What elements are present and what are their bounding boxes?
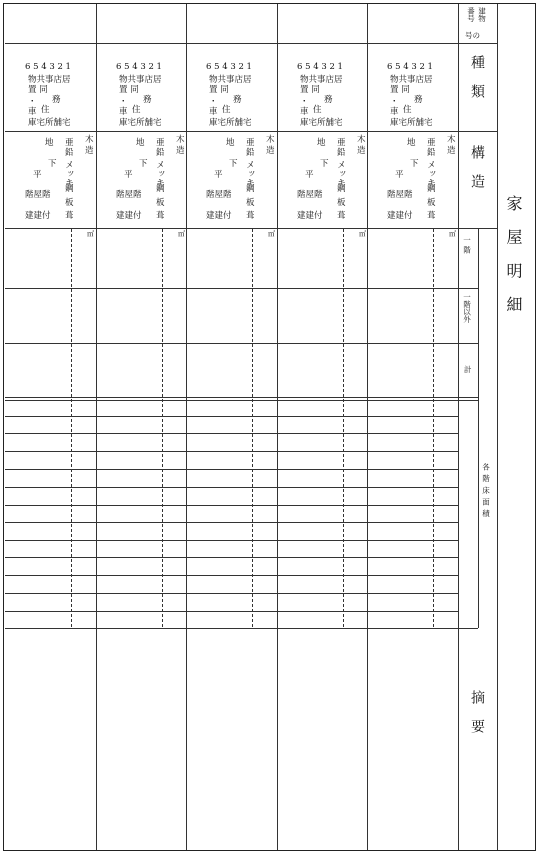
type-number-row: 6 5 4 3 2 1 — [206, 62, 252, 72]
building-number-label-3: 号の — [465, 31, 480, 40]
structure-flat: 平 — [305, 170, 314, 180]
type-text-line-6: 車 — [390, 107, 399, 117]
structure-flat: 平 — [124, 170, 133, 180]
type-text-line-4: ・ — [119, 97, 128, 107]
type-text-line-1: 物共事店居 — [119, 75, 162, 85]
section-rule — [5, 628, 478, 629]
structure-steel: 鋼 — [156, 184, 165, 194]
decimal-divider — [252, 229, 253, 627]
type-text-line-2: 置 同 — [28, 85, 48, 95]
double-rule — [5, 400, 478, 401]
structure-wood-1: 木 — [176, 135, 185, 145]
floor-row-rule — [5, 557, 458, 558]
structure-basement: 地 — [407, 138, 416, 148]
structure-wood-2: 造 — [176, 146, 185, 156]
area-unit: ㎡ — [359, 230, 366, 238]
type-label: 種類 — [469, 55, 485, 114]
structure-wood-1: 木 — [266, 135, 275, 145]
type-text-line-7: 庫宅所舗宅 — [119, 118, 162, 128]
structure-basement: 地 — [136, 138, 145, 148]
structure-wood-1: 木 — [447, 135, 456, 145]
structure-floors: 階屋階 — [116, 190, 142, 200]
floor-row-rule — [5, 505, 458, 506]
structure-plating: メッキ — [425, 160, 435, 187]
type-text-line-3: 務 — [52, 95, 61, 105]
floor-row-rule — [5, 522, 458, 523]
structure-build: 建建付 — [387, 211, 413, 221]
structure-wood-2: 造 — [266, 146, 275, 156]
structure-zinc: 亜 — [246, 138, 255, 148]
structure-build: 建建付 — [25, 211, 51, 221]
first-floor-label: 一 階 — [462, 236, 472, 254]
structure-flat: 平 — [33, 170, 42, 180]
type-text-line-2: 置 同 — [300, 85, 320, 95]
floor-row-rule — [5, 540, 458, 541]
structure-roof: 葺 — [156, 211, 165, 221]
decimal-divider — [71, 229, 72, 627]
type-text-line-6: 車 — [28, 107, 37, 117]
structure-steel: 鋼 — [427, 184, 436, 194]
structure-roof: 葺 — [65, 211, 74, 221]
structure-zinc: 亜 — [337, 138, 346, 148]
area-unit: ㎡ — [449, 230, 456, 238]
type-text-line-5: 住 — [132, 105, 141, 115]
area-rule — [5, 343, 478, 344]
structure-wood-1: 木 — [357, 135, 366, 145]
type-text-line-6: 車 — [209, 107, 218, 117]
type-text-line-2: 置 同 — [209, 85, 229, 95]
floor-area-label: 各階床面積 — [481, 463, 491, 522]
building-number-label-2: 番号 — [466, 7, 476, 22]
type-text-line-5: 住 — [41, 105, 50, 115]
structure-steel: 鋼 — [246, 184, 255, 194]
structure-floors: 階屋階 — [297, 190, 323, 200]
type-text-line-6: 車 — [300, 107, 309, 117]
structure-plating: メッキ — [63, 160, 73, 187]
structure-zinc-2: 鉛 — [246, 148, 255, 158]
section-rule — [5, 228, 497, 229]
type-text-line-4: ・ — [300, 97, 309, 107]
type-text-line-4: ・ — [390, 97, 399, 107]
structure-basement-2: 下 — [320, 159, 329, 169]
structure-basement: 地 — [45, 138, 54, 148]
floor-row-rule — [5, 451, 458, 452]
structure-wood-2: 造 — [357, 146, 366, 156]
section-rule — [5, 43, 497, 44]
area-unit: ㎡ — [87, 230, 94, 238]
structure-plate: 板 — [337, 198, 346, 208]
type-text-line-7: 庫宅所舗宅 — [390, 118, 433, 128]
decimal-divider — [343, 229, 344, 627]
structure-roof: 葺 — [427, 211, 436, 221]
structure-basement-2: 下 — [139, 159, 148, 169]
type-number-row: 6 5 4 3 2 1 — [116, 62, 162, 72]
type-text-line-1: 物共事店居 — [390, 75, 433, 85]
structure-basement-2: 下 — [229, 159, 238, 169]
area-unit: ㎡ — [178, 230, 185, 238]
type-text-line-4: ・ — [28, 97, 37, 107]
structure-wood-2: 造 — [85, 146, 94, 156]
remarks-label: 摘要 — [469, 690, 485, 749]
structure-basement: 地 — [226, 138, 235, 148]
floor-row-rule — [5, 575, 458, 576]
structure-basement: 地 — [317, 138, 326, 148]
type-number-row: 6 5 4 3 2 1 — [387, 62, 433, 72]
floor-row-rule — [5, 416, 458, 417]
type-text-line-3: 務 — [414, 95, 423, 105]
other-floors-label: 一階以外 — [462, 293, 472, 323]
structure-steel: 鋼 — [65, 184, 74, 194]
type-text-line-2: 置 同 — [119, 85, 139, 95]
structure-label: 構造 — [469, 145, 485, 204]
type-text-line-1: 物共事店居 — [209, 75, 252, 85]
section-rule — [5, 131, 497, 132]
structure-plating: メッキ — [244, 160, 254, 187]
form-title: 家屋明細 — [504, 195, 523, 330]
structure-plate: 板 — [65, 198, 74, 208]
structure-basement-2: 下 — [48, 159, 57, 169]
type-number-row: 6 5 4 3 2 1 — [25, 62, 71, 72]
structure-basement-2: 下 — [410, 159, 419, 169]
structure-zinc-2: 鉛 — [337, 148, 346, 158]
title-divider — [497, 4, 498, 850]
type-text-line-2: 置 同 — [390, 85, 410, 95]
structure-wood-2: 造 — [447, 146, 456, 156]
type-text-line-5: 住 — [222, 105, 231, 115]
type-text-line-3: 務 — [233, 95, 242, 105]
floor-row-rule — [5, 433, 458, 434]
decimal-divider — [162, 229, 163, 627]
structure-zinc: 亜 — [65, 138, 74, 148]
floor-row-rule — [5, 593, 458, 594]
area-rule — [5, 288, 478, 289]
structure-floors: 階屋階 — [387, 190, 413, 200]
structure-steel: 鋼 — [337, 184, 346, 194]
structure-plate: 板 — [427, 198, 436, 208]
label-subdivider — [478, 228, 479, 628]
area-rule — [5, 397, 478, 398]
structure-roof: 葺 — [337, 211, 346, 221]
type-number-row: 6 5 4 3 2 1 — [297, 62, 343, 72]
floor-row-rule — [5, 611, 458, 612]
floor-row-rule — [5, 487, 458, 488]
type-text-line-7: 庫宅所舗宅 — [28, 118, 71, 128]
structure-floors: 階屋階 — [206, 190, 232, 200]
structure-build: 建建付 — [116, 211, 142, 221]
structure-flat: 平 — [214, 170, 223, 180]
structure-zinc: 亜 — [427, 138, 436, 148]
structure-build: 建建付 — [206, 211, 232, 221]
structure-zinc: 亜 — [156, 138, 165, 148]
type-text-line-4: ・ — [209, 97, 218, 107]
structure-roof: 葺 — [246, 211, 255, 221]
total-label: 計 — [464, 365, 472, 374]
type-text-line-7: 庫宅所舗宅 — [300, 118, 343, 128]
area-unit: ㎡ — [268, 230, 275, 238]
structure-wood-1: 木 — [85, 135, 94, 145]
type-text-line-3: 務 — [324, 95, 333, 105]
type-text-line-6: 車 — [119, 107, 128, 117]
structure-flat: 平 — [395, 170, 404, 180]
type-text-line-5: 住 — [313, 105, 322, 115]
type-text-line-5: 住 — [403, 105, 412, 115]
floor-row-rule — [5, 469, 458, 470]
structure-plating: メッキ — [154, 160, 164, 187]
type-text-line-1: 物共事店居 — [300, 75, 343, 85]
building-number-label-1: 建物 — [477, 7, 487, 22]
structure-plate: 板 — [246, 198, 255, 208]
structure-zinc-2: 鉛 — [65, 148, 74, 158]
structure-build: 建建付 — [297, 211, 323, 221]
structure-zinc-2: 鉛 — [427, 148, 436, 158]
structure-plating: メッキ — [335, 160, 345, 187]
structure-floors: 階屋階 — [25, 190, 51, 200]
structure-zinc-2: 鉛 — [156, 148, 165, 158]
type-text-line-7: 庫宅所舗宅 — [209, 118, 252, 128]
decimal-divider — [433, 229, 434, 627]
type-text-line-3: 務 — [143, 95, 152, 105]
structure-plate: 板 — [156, 198, 165, 208]
type-text-line-1: 物共事店居 — [28, 75, 71, 85]
